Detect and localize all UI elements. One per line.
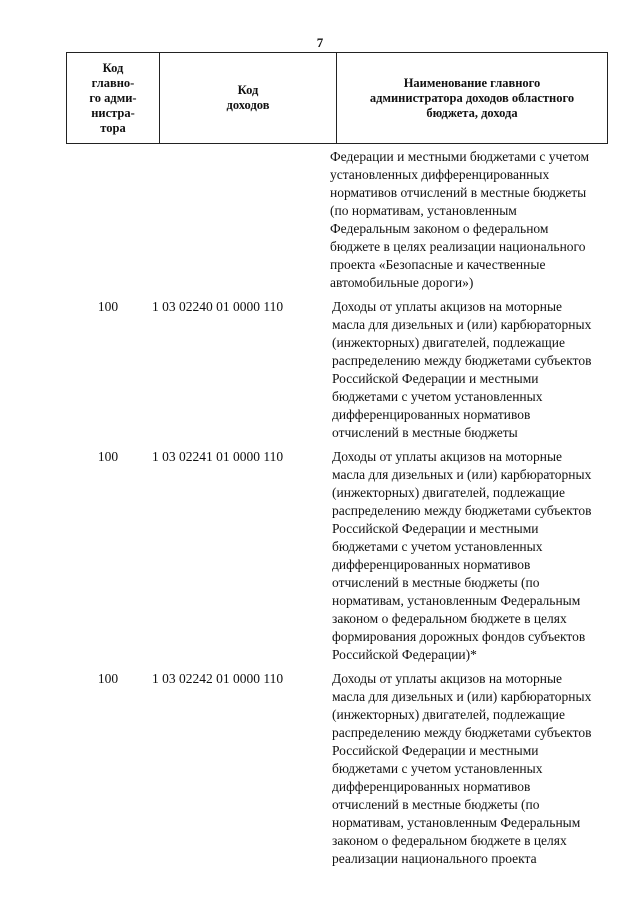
table-row <box>66 670 608 868</box>
row-admin-code: 100 <box>97 449 119 464</box>
table-header-row <box>67 53 608 144</box>
table-row-continuation <box>66 148 608 292</box>
table-header <box>66 52 608 144</box>
row-description: Доходы от уплаты акцизов на моторные масла для дизельных и (или) карбюраторных (инжекторных) двигателей, подлежащие распределению между бюджетами субъектов Российской Федерации и местными бюджетами с учетом установленных дифференцированных нормативов отчислений в местные бюджеты <box>332 299 592 440</box>
row-income-code: 1 03 02241 01 0000 110 <box>152 449 284 464</box>
page-number: 7 <box>316 35 324 50</box>
table-row <box>66 448 608 664</box>
table-body <box>66 148 608 874</box>
header-name: Наименование главного администратора доходов областного бюджета, дохода <box>337 53 608 144</box>
row-description: Доходы от уплаты акцизов на моторные масла для дизельных и (или) карбюраторных (инжекторных) двигателей, подлежащие распределению между бюджетами субъектов Российской Федерации и местными бюджетами с учетом установленных дифференцированных нормативов отчислений в местные бюджеты (по нормативам, установленным Федеральным законом о федеральном бюджете в целях реализации национального проекта <box>332 671 592 866</box>
table-row <box>66 298 608 442</box>
header-income-code: Код доходов <box>160 53 337 144</box>
header-admin-code: Код главно- го адми- нистра- тора <box>67 53 160 144</box>
row-description: Доходы от уплаты акцизов на моторные масла для дизельных и (или) карбюраторных (инжекторных) двигателей, подлежащие распределению между бюджетами субъектов Российской Федерации и местными бюджетами с учетом установленных дифференцированных нормативов отчислений в местные бюджеты (по нормативам, установленным Федеральным законом о федеральном бюджете в целях формирования дорожных фондов субъектов Российской Федерации)* <box>332 449 592 662</box>
row-admin-code: 100 <box>97 671 119 686</box>
row-income-code: 1 03 02240 01 0000 110 <box>152 299 284 314</box>
row-admin-code: 100 <box>97 299 119 314</box>
row-income-code: 1 03 02242 01 0000 110 <box>152 671 284 686</box>
row-description: Федерации и местными бюджетами с учетом установленных дифференцированных нормативов отчислений в местные бюджеты (по нормативам, установленным Федеральным законом о федеральном бюджете в целях реализации национального проекта «Безопасные и качественные автомобильные дороги») <box>330 149 590 290</box>
